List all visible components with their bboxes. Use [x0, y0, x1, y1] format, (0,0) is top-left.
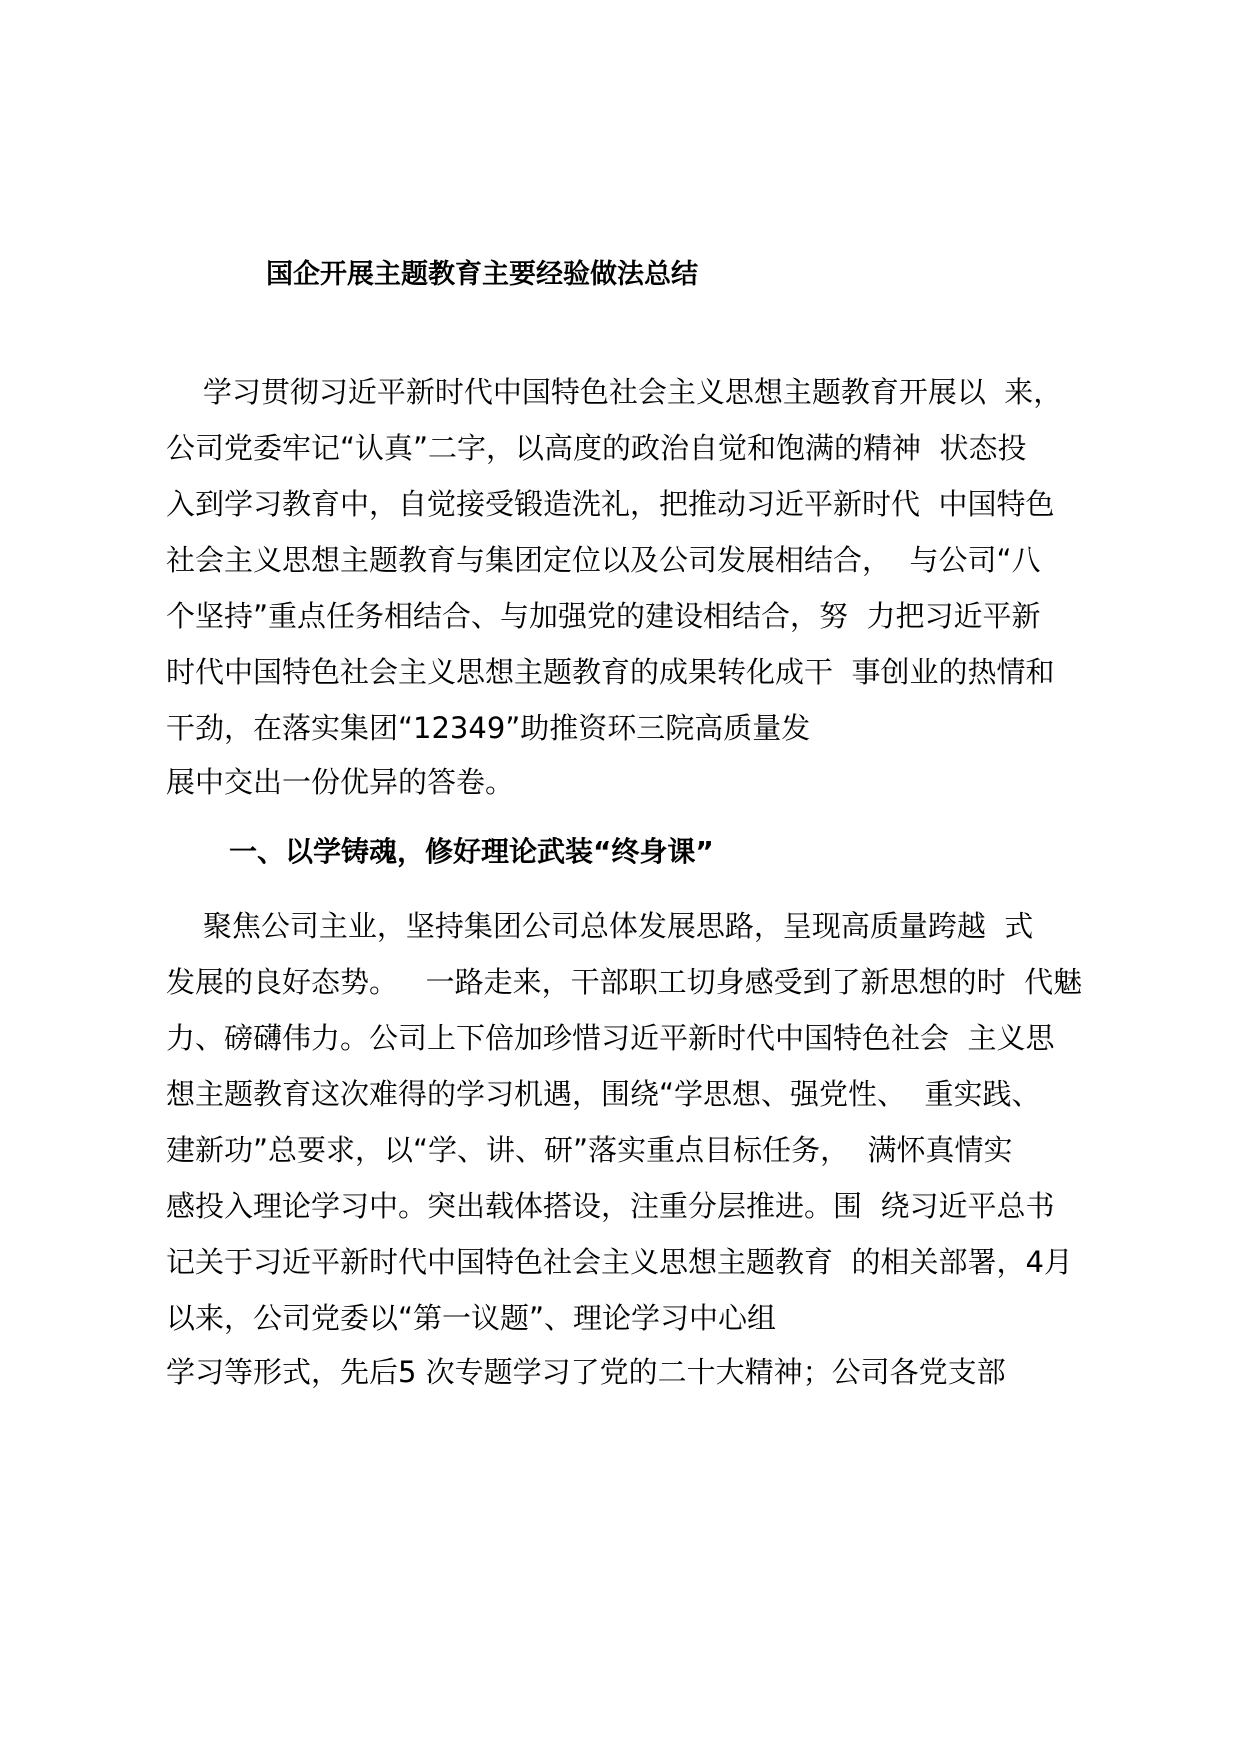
paragraph-line: 公司党委牢记“认真”二字，以高度的政治自觉和饱满的精神 状态投 — [166, 431, 1027, 465]
paragraph-line: 展中交出一份优异的答卷。 — [166, 765, 515, 799]
paragraph-line: 感投入理论学习中。突出载体搭设，注重分层推进。围 绕习近平总书 — [166, 1189, 1055, 1223]
paragraph-line: 以来，公司党委以“第一议题”、理论学习中心组 — [166, 1301, 777, 1335]
paragraph-line: 力、磅礴伟力。公司上下倍加珍惜习近平新时代中国特色社会 主义思 — [166, 1021, 1055, 1055]
paragraph-line: 想主题教育这次难得的学习机遇，围绕“学思想、强党性、 重实践、 — [166, 1077, 1041, 1111]
paragraph-line: 记关于习近平新时代中国特色社会主义思想主题教育 的相关部署，4月 — [166, 1245, 1073, 1279]
paragraph-line: 聚焦公司主业，坚持集团公司总体发展思路，呈现高质量跨越 式 — [166, 909, 1034, 943]
document-title: 国企开展主题教育主要经验做法总结 — [266, 259, 698, 290]
paragraph-line: 时代中国特色社会主义思想主题教育的成果转化成干 事创业的热情和 — [166, 655, 1055, 689]
paragraph-line: 发展的良好态势。 一路走来，干部职工切身感受到了新思想的时 代魅 — [166, 965, 1083, 999]
paragraph-line: 入到学习教育中，自觉接受锻造洗礼，把推动习近平新时代 中国特色 — [166, 487, 1055, 521]
paragraph-line: 学习贯彻习近平新时代中国特色社会主义思想主题教育开展以 来， — [166, 375, 1063, 409]
paragraph-line: 干劲，在落实集团“12349”助推资环三院高质量发 — [166, 711, 811, 745]
paragraph-line: 学习等形式，先后5 次专题学习了党的二十大精神；公司各党支部 — [166, 1355, 1006, 1389]
section-heading: 一、以学铸魂，修好理论武装“终身课” — [229, 835, 714, 868]
paragraph-line: 建新功”总要求，以“学、讲、研”落实重点目标任务， 满怀真情实 — [166, 1133, 1013, 1167]
paragraph-line: 社会主义思想主题教育与集团定位以及公司发展相结合， 与公司“八 — [166, 543, 1041, 577]
paragraph-line: 个坚持”重点任务相结合、与加强党的建设相结合，努 力把习近平新 — [166, 599, 1041, 633]
